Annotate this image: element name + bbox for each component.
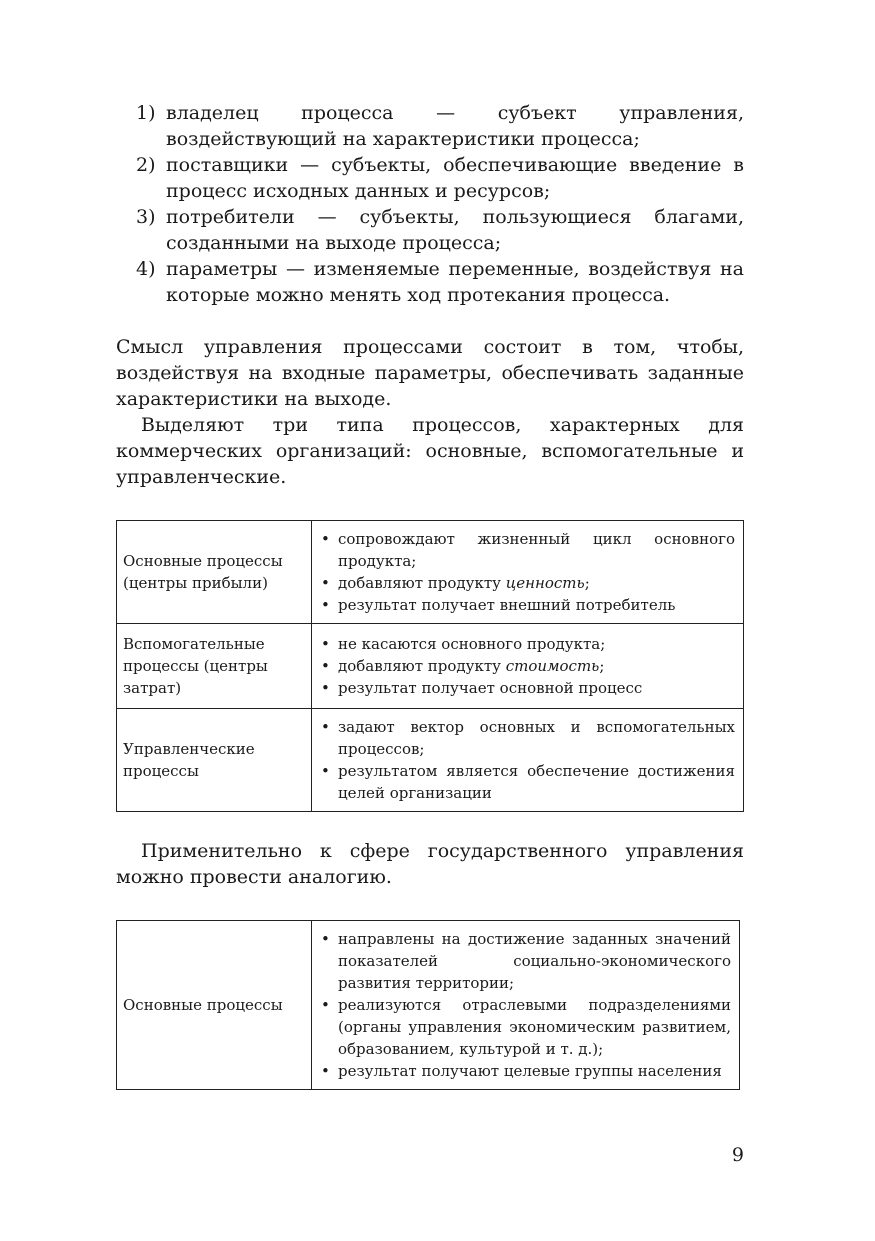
- bullet-icon: •: [321, 679, 330, 697]
- bullet-icon: •: [321, 574, 330, 592]
- bullet-text: реализуются отраслевыми подразделениями (органы управления экономическим развитием, образованием, культурой и т. д.);: [338, 996, 731, 1058]
- bullet-item: [318, 594, 735, 616]
- bullet-item: [318, 716, 735, 760]
- bullet-item: [318, 528, 735, 572]
- list-item-text: параметры — изменяемые переменные, воздействуя на которые можно менять ход протекания процесса.: [166, 258, 744, 306]
- process-name-cell: Основные процессы (центры прибыли): [117, 521, 312, 624]
- list-item-text: владелец процесса — субъект управления, воздействующий на характеристики процесса;: [166, 102, 744, 150]
- process-name-cell: Основные процессы: [117, 921, 312, 1090]
- table-row: [117, 921, 740, 1090]
- list-item: [116, 100, 744, 152]
- bullet-text: добавляют продукту: [338, 574, 506, 592]
- list-item-number: 4): [136, 258, 156, 280]
- bullet-item: [318, 1060, 731, 1082]
- paragraph-process-management: Смысл управления процессами состоит в том, чтобы, воздействуя на входные параметры, обеспечивать заданные характеристики на выходе.: [116, 336, 744, 410]
- numbered-list: [116, 100, 744, 308]
- bullet-icon: •: [321, 930, 330, 948]
- process-name-cell: Вспомогательные процессы (центры затрат): [117, 624, 312, 709]
- bullet-icon: •: [321, 1062, 330, 1080]
- bullet-icon: •: [321, 530, 330, 548]
- bullet-text: ;: [599, 657, 605, 675]
- bullet-item: [318, 572, 735, 594]
- bullet-icon: •: [321, 635, 330, 653]
- list-item-number: 3): [136, 206, 156, 228]
- bullet-text: ;: [584, 574, 590, 592]
- bullet-text: направлены на достижение заданных значений показателей социально-экономического развития территории;: [338, 930, 731, 992]
- list-item-number: 1): [136, 102, 156, 124]
- list-item-text: поставщики — субъекты, обеспечивающие введение в процесс исходных данных и ресурсов;: [166, 154, 744, 202]
- bullet-item: [318, 760, 735, 804]
- bullet-item: [318, 994, 731, 1060]
- list-item-number: 2): [136, 154, 156, 176]
- bullet-item: [318, 655, 735, 677]
- bullet-text: добавляют продукту: [338, 657, 506, 675]
- bullet-icon: •: [321, 762, 330, 780]
- list-item: [116, 152, 744, 204]
- bullet-icon: •: [321, 718, 330, 736]
- page-content: [116, 100, 744, 1090]
- bullet-list: [318, 716, 735, 804]
- table-row: [117, 709, 744, 812]
- bullet-list: [318, 633, 735, 699]
- process-types-table: [116, 520, 744, 812]
- bullet-item: [318, 633, 735, 655]
- paragraph-process-types: Выделяют три типа процессов, характерных для коммерческих организаций: основные, вспомогательные и управленческие.: [116, 414, 744, 488]
- list-item: [116, 204, 744, 256]
- process-description-cell: [312, 709, 744, 812]
- page-number: 9: [731, 1144, 744, 1166]
- process-description-cell: [312, 521, 744, 624]
- state-processes-table: [116, 920, 740, 1090]
- bullet-text: результат получает внешний потребитель: [338, 596, 676, 614]
- bullet-icon: •: [321, 996, 330, 1014]
- bullet-text: не касаются основного продукта;: [338, 635, 606, 653]
- bullet-item: [318, 928, 731, 994]
- process-description-cell: [312, 921, 740, 1090]
- process-description-cell: [312, 624, 744, 709]
- bullet-icon: •: [321, 657, 330, 675]
- bullet-text: результат получает основной процесс: [338, 679, 643, 697]
- bullet-list: [318, 528, 735, 616]
- bullet-icon: •: [321, 596, 330, 614]
- bullet-text: сопровождают жизненный цикл основного продукта;: [338, 530, 735, 570]
- bullet-text: результат получают целевые группы населения: [338, 1062, 722, 1080]
- table-row: [117, 624, 744, 709]
- table-row: [117, 521, 744, 624]
- bullet-item: [318, 677, 735, 699]
- list-item: [116, 256, 744, 308]
- emphasis-text: стоимость: [505, 657, 600, 675]
- emphasis-text: ценность: [505, 574, 585, 592]
- list-item-text: потребители — субъекты, пользующиеся благами, созданными на выходе процесса;: [166, 206, 744, 254]
- paragraph-analogy: Применительно к сфере государственного управления можно провести аналогию.: [116, 840, 744, 888]
- bullet-list: [318, 928, 731, 1082]
- process-name-cell: Управленческие процессы: [117, 709, 312, 812]
- bullet-text: задают вектор основных и вспомогательных процессов;: [338, 718, 735, 758]
- bullet-text: результатом является обеспечение достижения целей организации: [338, 762, 735, 802]
